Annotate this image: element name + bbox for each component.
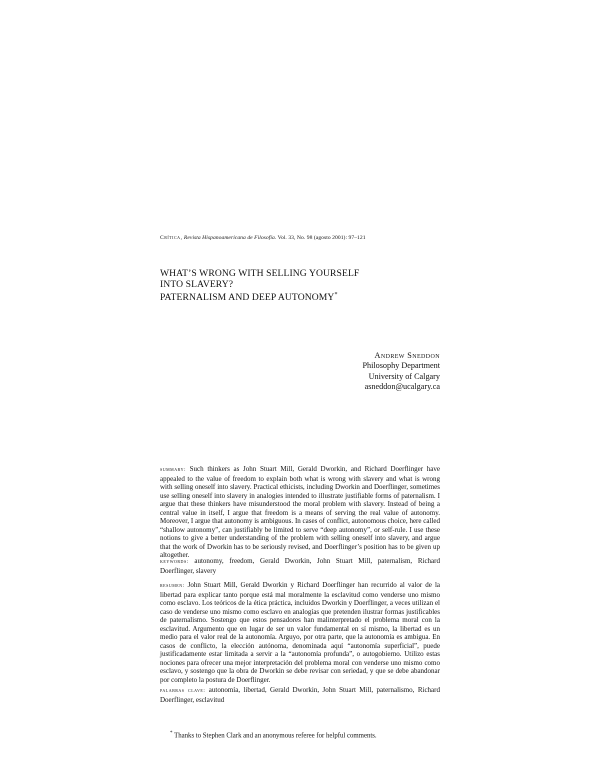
- footnote: [160, 730, 440, 741]
- author-university: University of Calgary: [368, 371, 440, 381]
- title-line-2: INTO SLAVERY?: [160, 279, 234, 290]
- resumen-text: John Stuart Mill, Gerald Dworkin y Richard Doerflinger han recurrido al valor de la libertad para explicar tanto porque está mal moralmente la esclavitud como venderse uno mismo como esclavo. Los teóricos de la ética práctica, incluidos Dworkin y Doerflinger, a veces utilizan el caso de venderse uno mismo como esclavo en analogías que pretenden ilustrar formas justificables de paternalismo. Sostengo que estos pensadores han malinterpretado el problema moral con la esclavitud. Argumento que en lugar de ser un valor fundamental en sí mismo, la libertad es un medio para el valor real de la autonomía. Arguyo, por otra parte, que la autonomía es ambigua. En casos de conflicto, la elección autónoma, denominada aquí “autonomía superficial”, puede justificadamente estar limitada a servir a la “autonomía profunda”, o autogobierno. Utilizo estas nociones para ofrecer una mejor interpretación del problema moral con venderse uno mismo como esclavo, y sostengo que la obra de Dworkin se debe revisar con seriedad, y que se debe abandonar por completo la postura de Doerflinger.: [160, 581, 440, 684]
- summary-label: summary:: [160, 467, 186, 473]
- palabras-clave: [160, 686, 440, 704]
- author-block: [280, 351, 440, 392]
- footnote-mark: *: [170, 731, 173, 736]
- palabras-clave-label: palabras clave:: [160, 688, 206, 694]
- resumen-label: resumen:: [160, 583, 185, 589]
- title-line-3-text: PATERNALISM AND DEEP AUTONOMY: [160, 292, 335, 304]
- journal-name: Crítica,: [160, 235, 183, 241]
- summary-text: Such thinkers as John Stuart Mill, Gerald Dworkin, and Richard Doerflinger have appealed to the value of freedom to explain both what is wrong with slavery and what is wrong with selling oneself into slavery. Practical ethicists, including Dworkin and Doerflinger, sometimes use selling oneself into slavery in analogies intended to illustrate justifiable forms of paternalism. I argue that these thinkers have misunderstood the moral problem with slavery. Instead of being a central value in itself, I argue that freedom is a means of serving the real value of autonomy. Moreover, I argue that autonomy is ambiguous. In cases of conflict, autonomous choice, here called “shallow autonomy”, can justifiably be limited to serve “deep autonomy”, or self-rule. I use these notions to give a better understanding of the problem with selling oneself into slavery, and argue that the work of Dworkin has to be seriously revised, and Doerflinger’s position has to be given up altogether.: [160, 465, 441, 559]
- article-title: [160, 268, 460, 303]
- title-line-3: [160, 290, 460, 303]
- footnote-text: Thanks to Stephen Clark and an anonymous referee for helpful comments.: [174, 732, 377, 740]
- title-line-1: WHAT’S WRONG WITH SELLING YOURSELF: [160, 268, 360, 279]
- journal-subtitle: Revista Hispanoamericana de Filosofía.: [183, 235, 277, 241]
- resumen-abstract: [160, 581, 440, 684]
- summary-abstract: [160, 465, 440, 560]
- issue-details: Vol. 33, No. 98 (agosto 2001): 97–121: [277, 235, 366, 241]
- title-footnote-mark: *: [334, 292, 338, 298]
- keywords-label: keywords:: [160, 559, 189, 565]
- author-email: asneddon@ucalgary.ca: [364, 381, 440, 391]
- palabras-clave-text: autonomía, libertad, Gerald Dworkin, John Stuart Mill, paternalismo, Richard Doerflinger, esclavitud: [160, 686, 440, 704]
- running-head: [160, 235, 460, 241]
- keywords-text: autonomy, freedom, Gerald Dworkin, John Stuart Mill, paternalism, Richard Doerflinger, slavery: [160, 557, 440, 575]
- author-name: Andrew Sneddon: [374, 351, 440, 360]
- author-department: Philosophy Department: [362, 361, 440, 371]
- keywords: [160, 557, 440, 575]
